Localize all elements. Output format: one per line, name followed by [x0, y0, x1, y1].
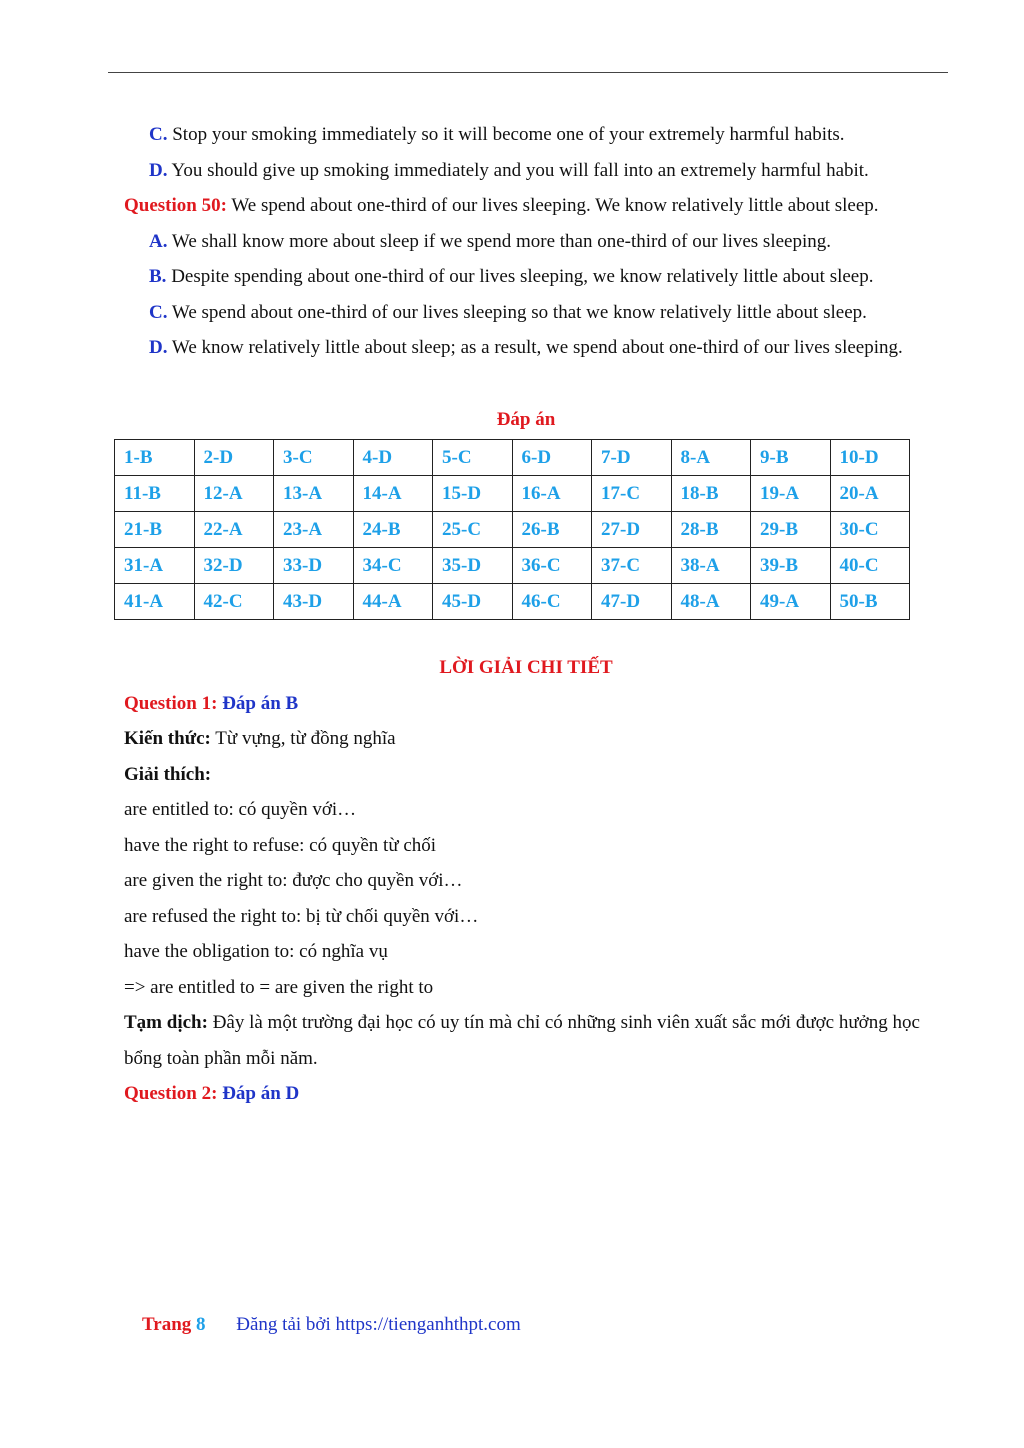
answer-cell: 25-C: [433, 512, 513, 548]
q50-option-d: [124, 330, 928, 366]
tam-dich: [124, 1005, 928, 1076]
option-text: Stop your smoking immediately so it will become one of your extremely harmful habits.: [172, 124, 845, 145]
answer-cell: 41-A: [115, 584, 195, 620]
answer-cell: 32-D: [194, 548, 274, 584]
explanation-line: => are entitled to = are given the right to: [124, 976, 434, 998]
answer-key-table: [114, 439, 910, 620]
document-body: [124, 117, 928, 1112]
answer-cell: 23-A: [274, 512, 354, 548]
kien-thuc-label: Kiến thức:: [124, 728, 211, 749]
option-text: We shall know more about sleep if we spend more than one-third of our lives sleeping.: [171, 230, 831, 252]
answer-cell: 3-C: [274, 440, 354, 476]
answer-cell: 46-C: [512, 584, 592, 620]
q49-option-d: [124, 153, 928, 189]
answer-cell: 6-D: [512, 440, 592, 476]
q1-heading: [124, 686, 928, 722]
answer-cell: 15-D: [433, 476, 513, 512]
answer-cell: 29-B: [751, 512, 831, 548]
answer-cell: 27-D: [592, 512, 672, 548]
answer-cell: 20-A: [830, 476, 910, 512]
answer-cell: 44-A: [353, 584, 433, 620]
answer-cell: 26-B: [512, 512, 592, 548]
header-rule: [108, 72, 948, 73]
answer-cell: 16-A: [512, 476, 592, 512]
answer-cell: 21-B: [115, 512, 195, 548]
answer-cell: 19-A: [751, 476, 831, 512]
q50-option-c: [124, 295, 928, 331]
answer-cell: 37-C: [592, 548, 672, 584]
explanation-line: have the obligation to: có nghĩa vụ: [124, 941, 388, 962]
page-footer: [142, 1314, 521, 1336]
answer-cell: 8-A: [671, 440, 751, 476]
answer-cell: 34-C: [353, 548, 433, 584]
q50-option-a: [124, 224, 928, 260]
answer-cell: 38-A: [671, 548, 751, 584]
question-label: Question 2:: [124, 1083, 218, 1104]
answer-cell: 2-D: [194, 440, 274, 476]
answer-cell: 49-A: [751, 584, 831, 620]
question-answer: Đáp án D: [222, 1083, 300, 1104]
answer-row: [115, 584, 910, 620]
answer-cell: 33-D: [274, 548, 354, 584]
answer-cell: 35-D: [433, 548, 513, 584]
tam-dich-text: Đây là một trường đại học có uy tín mà chỉ có những sinh viên xuất sắc mới được hưởng học bổng toàn phần mỗi năm.: [124, 1012, 920, 1069]
option-label: D.: [149, 337, 168, 358]
tam-dich-label: Tạm dịch:: [124, 1012, 208, 1033]
answer-cell: 14-A: [353, 476, 433, 512]
explanation-line: are entitled to: có quyền với…: [124, 799, 357, 820]
answer-cell: 10-D: [830, 440, 910, 476]
option-text: We spend about one-third of our lives sleeping so that we know relatively little about sleep.: [171, 301, 867, 323]
answer-cell: 7-D: [592, 440, 672, 476]
option-label: A.: [149, 230, 168, 252]
answer-cell: 39-B: [751, 548, 831, 584]
option-label: D.: [149, 159, 168, 181]
option-text: Despite spending about one-third of our lives sleeping, we know relatively little about sleep.: [171, 266, 874, 287]
answer-cell: 48-A: [671, 584, 751, 620]
answer-cell: 31-A: [115, 548, 195, 584]
answer-cell: 17-C: [592, 476, 672, 512]
uploaded-by-link[interactable]: Đăng tải bởi https://tienganhthpt.com: [236, 1314, 521, 1335]
answer-cell: 24-B: [353, 512, 433, 548]
explanation-line: are given the right to: được cho quyền với…: [124, 870, 463, 891]
detail-title: LỜI GIẢI CHI TIẾT: [439, 657, 613, 678]
question-label: Question 1:: [124, 692, 218, 714]
q49-option-c: [124, 117, 928, 153]
option-label: B.: [149, 266, 167, 287]
answer-cell: 47-D: [592, 584, 672, 620]
option-text: You should give up smoking immediately and you will fall into an extremely harmful habit.: [171, 159, 869, 181]
page-number: 8: [196, 1314, 206, 1335]
kien-thuc: [124, 721, 928, 757]
q50-stem: [124, 188, 928, 224]
answer-cell: 36-C: [512, 548, 592, 584]
answer-cell: 9-B: [751, 440, 831, 476]
question-answer: Đáp án B: [222, 692, 299, 714]
page-word: Trang: [142, 1314, 192, 1335]
answer-cell: 12-A: [194, 476, 274, 512]
answer-cell: 18-B: [671, 476, 751, 512]
answer-cell: 40-C: [830, 548, 910, 584]
answer-cell: 13-A: [274, 476, 354, 512]
answer-cell: 5-C: [433, 440, 513, 476]
answer-cell: 30-C: [830, 512, 910, 548]
answer-cell: 28-B: [671, 512, 751, 548]
answer-row: [115, 476, 910, 512]
question-text: We spend about one-third of our lives sleeping. We know relatively little about sleep.: [231, 195, 879, 216]
explanation-line: are refused the right to: bị từ chối quyền với…: [124, 905, 479, 927]
kien-thuc-text: Từ vựng, từ đồng nghĩa: [215, 728, 396, 749]
q50-option-b: [124, 259, 928, 295]
option-label: C.: [149, 301, 168, 323]
answer-cell: 1-B: [115, 440, 195, 476]
answer-key-title: Đáp án: [496, 408, 556, 430]
option-text: We know relatively little about sleep; as a result, we spend about one-third of our lives sleeping.: [171, 337, 903, 358]
answer-cell: 4-D: [353, 440, 433, 476]
answer-cell: 50-B: [830, 584, 910, 620]
answer-row: [115, 548, 910, 584]
giai-thich-label: Giải thích:: [124, 763, 212, 785]
answer-cell: 45-D: [433, 584, 513, 620]
answer-cell: 43-D: [274, 584, 354, 620]
answer-cell: 42-C: [194, 584, 274, 620]
answer-row: [115, 512, 910, 548]
explanation-line: have the right to refuse: có quyền từ chối: [124, 834, 437, 856]
answer-row: [115, 440, 910, 476]
answer-cell: 22-A: [194, 512, 274, 548]
q2-heading: [124, 1076, 928, 1112]
question-label: Question 50:: [124, 195, 227, 216]
answer-cell: 11-B: [115, 476, 195, 512]
option-label: C.: [149, 124, 168, 145]
